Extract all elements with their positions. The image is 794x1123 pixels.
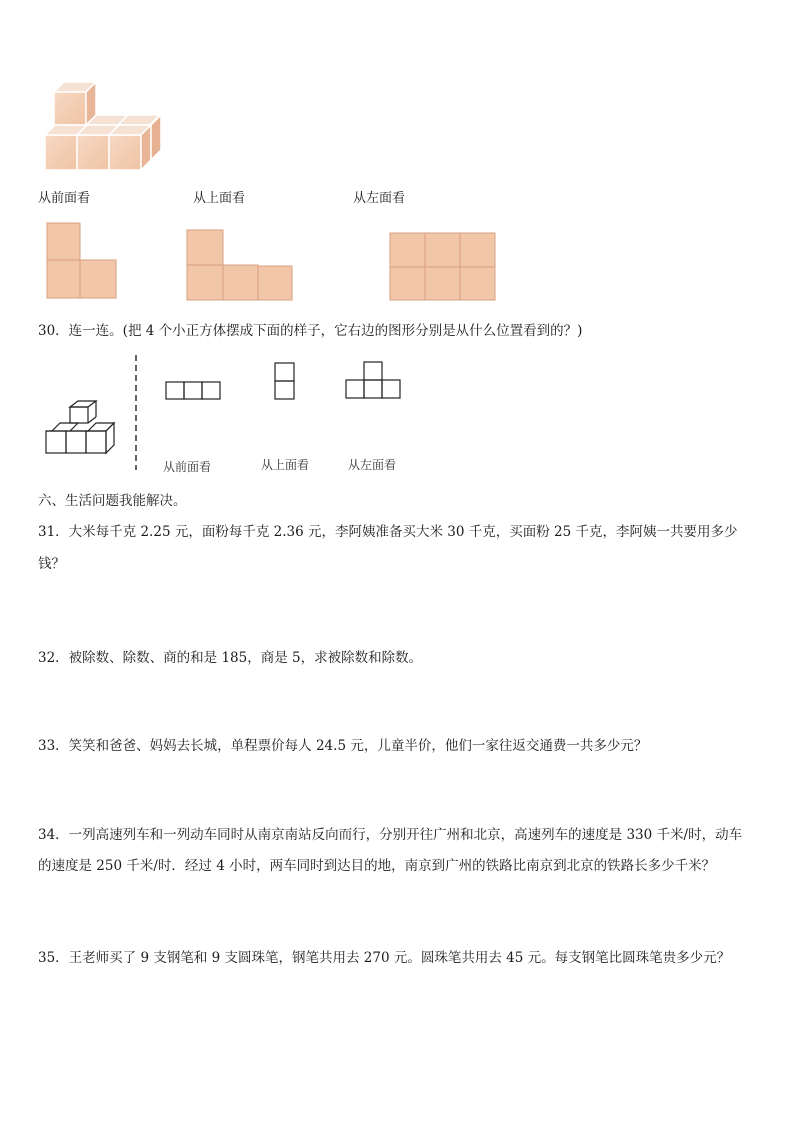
q30-dashed-divider (134, 355, 138, 470)
top-view-shape (186, 229, 294, 301)
label-left-view: 从左面看 (353, 191, 406, 206)
q30-shape-t-pattern (345, 361, 405, 401)
question-34-line2: 的速度是 250 千米/时．经过 4 小时，两车同时到达目的地，南京到广州的铁路比南京到北京的铁路长多少千米？ (38, 858, 716, 874)
label-top-view: 从上面看 (193, 191, 246, 206)
cube-stack-3d-figure (40, 80, 175, 175)
q30-shape-two-squares-column (274, 362, 296, 402)
q30-label-front: 从前面看 (163, 460, 212, 474)
left-view-shape (389, 232, 497, 302)
q30-label-top: 从上面看 (261, 458, 310, 472)
q30-cube-figure (44, 399, 124, 457)
question-34-line1: 34．一列高速列车和一列动车同时从南京南站反向而行，分别开往广州和北京，高速列车的速度是 330 千米/时，动车 (38, 827, 743, 843)
front-view-shape (46, 222, 118, 300)
question-31-line1: 31．大米每千克 2.25 元，面粉每千克 2.36 元，李阿姨准备买大米 30 千克，买面粉 25 千克，李阿姨一共要用多少 (38, 524, 738, 540)
question-33-text: 33．笑笑和爸爸、妈妈去长城，单程票价每人 24.5 元，儿童半价，他们一家往返交通费一共多少元？ (38, 738, 648, 754)
section-6-heading: 六、生活问题我能解决。 (38, 493, 187, 509)
question-30-text: 30．连一连。(把 4 个小正方体摆成下面的样子，它右边的图形分别是从什么位置看到的？) (38, 323, 583, 339)
q30-label-left: 从左面看 (348, 458, 397, 472)
label-front-view: 从前面看 (38, 191, 91, 206)
question-32-text: 32．被除数、除数、商的和是 185，商是 5，求被除数和除数。 (38, 650, 423, 666)
question-31-line2: 钱？ (38, 556, 65, 572)
question-35-text: 35．王老师买了 9 支钢笔和 9 支圆珠笔，钢笔共用去 270 元。圆珠笔共用去 45 元。每支钢笔比圆珠笔贵多少元？ (38, 950, 731, 966)
q30-shape-three-squares-row (165, 381, 223, 401)
